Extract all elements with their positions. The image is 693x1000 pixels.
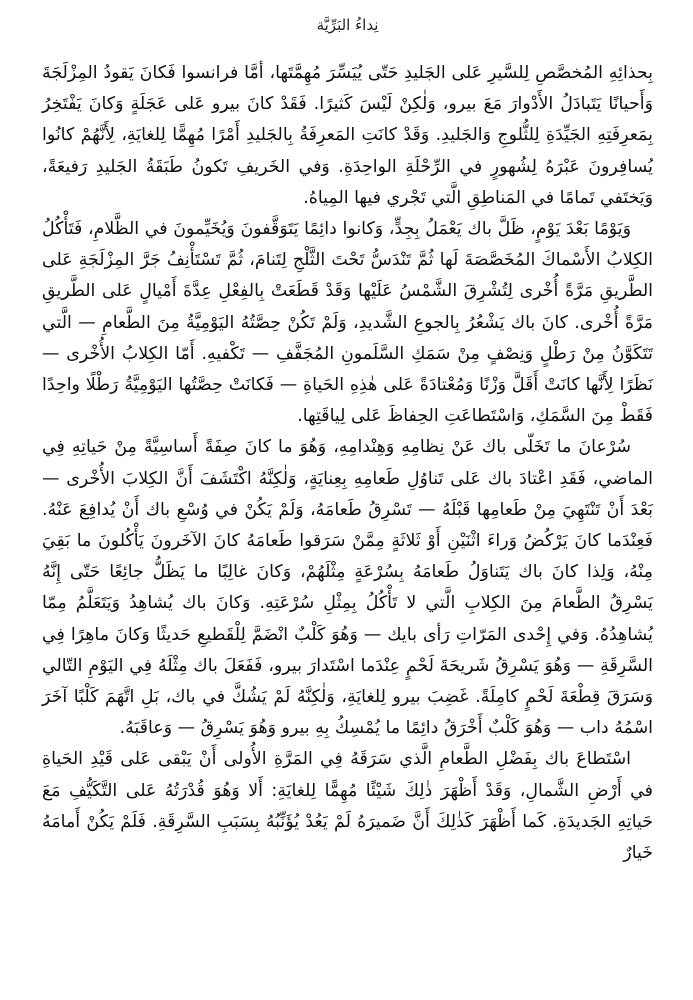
paragraph: وَيَوْمًا بَعْدَ يَوْمٍ، ظَلَّ باك يَعْمَلُ بِجِدٍّ، وَكانوا دائِمًا يَتَوَقَّفونَ وَيُخَيِّمونَ في الظَّلامِ، فَتَأْكُلُ الكِلابُ الأَسْماكَ المُخَصَّصَةَ لَها ثُمَّ تَنْدَسُّ تَحْتَ الثَّلْجِ لِتَنامَ، ثُمَّ تَسْتَأْنِفُ جَرَّ المِزْلَجَةِ عَلى الطَّريقِ مَرَّةً أُخْرى لِتُشْرِقَ الشَّمْسُ عَلَيْها وَقَدْ قَطَعَتْ بِالفِعْلِ عِدَّةَ أَمْيالٍ عَلى الطَّريقِ مَرَّةً أُخْرى. كانَ باك يَشْعُرُ بِالجوعِ الشَّديدِ، وَلَمْ تَكُنْ حِصَّتُهُ اليَوْمِيَّةُ مِنَ الطَّعامِ — الَّتي تَتَكَوَّنُ مِنْ رَطْلٍ وَنِصْفٍ مِنْ سَمَكِ السَّلَمونِ المُجَفَّفِ — تَكْفيهِ. أَمّا الكِلابُ الأُخْرى — نَظَرًا لِأَنَّها كانَتْ أَقَلَّ وَزْنًا وَمُعْتادَةً عَلى هٰذِهِ الحَياةِ — فَكانَتْ حِصَّتُها اليَوْمِيَّةُ رَطْلًا واحِدًا فَقَطْ مِنَ السَّمَكِ، وَاسْتَطاعَتِ الحِفاظَ عَلى لِياقَتِها. xyxy=(42,219,653,427)
paragraph-continued: بِحذائِهِ المُخصَّصِ لِلسَّيرِ عَلى الجَليدِ حَتّى يُيَسِّرَ مُهِمَّتَها، أمَّا فرانسوا فَكانَ يَقودُ المِزْلَجَةَ وَأَحيانًا يَتَبادَلُ الأَدْوارَ مَعَ بيرو، وَلٰكِنْ لَيْسَ كَثيرًا. فَقَدْ كانَ بيرو عَلى عَجَلَةٍ وَكانَ يَفْتَخِرُ بِمَعرِفَتِهِ الجَيِّدَةِ لِلثُّلوجِ وَالجَليدِ. وَقَدْ كانَتِ المَعرِفَةُ بِالجَليدِ أَمْرًا مُهِمًّا لِلغايَةِ، لِأَنَّهُمْ كانُوا يُسافِرونَ عَبْرَهُ لِشُهورٍ في الرِّحْلَةِ الواحِدَةِ. وَفي الخَريفِ تَكونُ طَبَقَةُ الجَليدِ رَفيعَةً، وَيَختَفي تَمامًا في المَناطِقِ الَّتي تَجْري فيها المِياهُ. xyxy=(42,63,653,208)
paragraph: سُرْعانَ ما تَخَلّى باك عَنْ نِظامِهِ وَهِنْدامِهِ، وَهُوَ ما كانَ صِفَةً أَساسِيَّةً مِنْ حَياتِهِ فِي الماضي، فَقَدِ اعْتادَ باك عَلى تَناوُلِ طَعامِهِ بِعِنايَةٍ، وَلٰكِنَّهُ اكْتَشَفَ أَنَّ الكِلابَ الأُخْرى — بَعْدَ أَنْ تَنْتَهِيَ مِنْ طَعامِها قَبْلَهُ — تَسْرِقُ طَعامَهُ، وَلَمْ يَكُنْ في وُسْعِ باك أَنْ يُدافِعَ عَنْهُ. فَعِنْدَما كانَ يَرْكُضُ وَراءَ اثْنَيْنِ أَوْ ثَلاثَةٍ مِمَّنْ سَرَقوا طَعامَهُ كانَ الآخَرونَ يَأْكُلونَ ما بَقِيَ مِنْهُ، وَلِذا كانَ باك يَتَناوَلُ طَعامَهُ بِسُرْعَةٍ مِثْلَهُمْ، وَكانَ غالِبًا ما يَظَلُّ جائِعًا حَتّى إِنَّهُ يَسْرِقُ الطَّعامَ مِنَ الكِلابِ الَّتي لا تَأْكُلُ بِمِثْلِ سُرْعَتِهِ. وَكانَ باك يُشاهِدُ وَيَتَعَلَّمُ مِمّا يُشاهِدُهُ. وَفي إِحْدى المَرّاتِ رَأى بايك — وَهُوَ كَلْبٌ انْضَمَّ لِلْقَطيعِ حَديثًا وَكانَ ماهِرًا فِي السَّرِقَةِ — وَهُوَ يَسْرِقُ شَريحَةَ لَحْمٍ عِنْدَما اسْتَدارَ بيرو، فَفَعَلَ باك مِثْلَهُ فِي اليَوْمِ التّالي وَسَرَقَ قِطْعَةَ لَحْمٍ كامِلَةً. غَضِبَ بيرو لِلغايَةِ، وَلٰكِنَّهُ لَمْ يَشُكَّ في باك، بَلِ اتَّهَمَ كَلْبًا آخَرَ اسْمُهُ داب — وَهُوَ كَلْبٌ أَخْرَقُ دائِمًا ما يُمْسِكُ بِهِ بيرو وَهُوَ يَسْرِقُ — وَعاقَبَهُ. xyxy=(42,437,653,739)
paragraph: اسْتَطاعَ باك بِفَضْلِ الطَّعامِ الَّذي سَرَقَهُ فِي المَرَّةِ الأُولى أَنْ يَبْقى عَلى قَيْدِ الحَياةِ في أَرْضِ الشَّمالِ، وَقَدْ أَظْهَرَ ذٰلِكَ شَيْئًا مُهِمًّا لِلغايَةِ: أَلا وَهُوَ قُدْرَتُهُ عَلى التَّكَيُّفِ مَعَ حَياتِهِ الجَديدَةِ. كَما أَظْهَرَ كَذٰلِكَ أَنَّ ضَميرَهُ لَمْ يَعُدْ يُؤَنِّبُهُ بِسَبَبِ السَّرِقَةِ. فَلَمْ يَكُنْ أَمامَهُ خَيارٌ xyxy=(42,749,653,864)
running-header: نِداءُ البَرِّيَّة xyxy=(316,16,379,34)
